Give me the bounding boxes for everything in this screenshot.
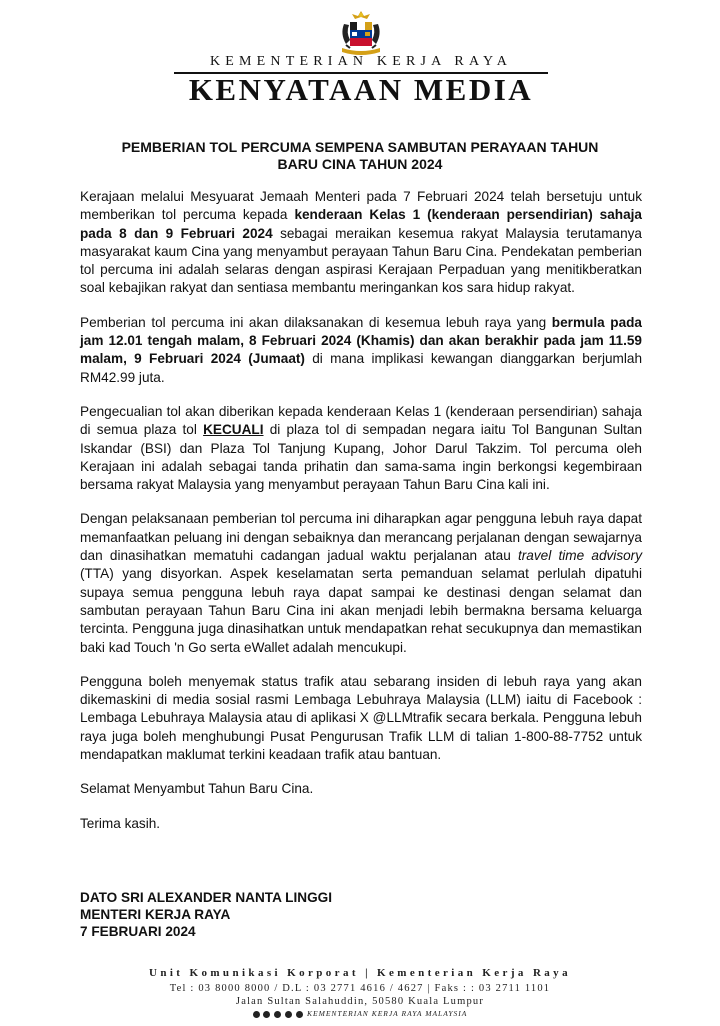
paragraph-7: Terima kasih. [80,815,161,831]
paragraph-3-underlined: KECUALI [203,422,264,438]
footer-social [250,1009,470,1018]
paragraph-1 [80,188,642,298]
paragraph-6: Selamat Menyambut Tahun Baru Cina. [80,781,314,797]
headline-line-2: BARU CINA TAHUN 2024 [277,156,443,172]
tiktok-icon [296,1011,303,1018]
statement-body [80,188,642,849]
footer-address: Jalan Sultan Salahuddin, 50580 Kuala Lumpur [235,996,485,1007]
statement-date: 7 FEBRUARI 2024 [80,924,196,939]
paragraph-2 [80,314,642,387]
signatory-position: MENTERI KERJA RAYA [80,907,231,922]
paragraph-1-bold: kenderaan Kelas 1 (kenderaan persendirian) sahaja pada 8 dan 9 Februari 2024 [80,207,642,241]
paragraph-1-text-a: Kerajaan melalui Mesyuarat Jemaah Menteri pada 7 Februari 2024 telah bersetuju untuk memberikan tol percuma kepada [80,189,642,223]
paragraph-2-text-b: di mana implikasi kewangan dianggarkan berjumlah RM42.99 juta. [80,351,642,385]
paragraph-4-italic: travel time advisory [518,548,642,564]
youtube-icon [274,1011,281,1018]
facebook-icon [253,1011,260,1018]
headline [96,139,624,173]
footer-contact: Tel : 03 8000 8000 / D.L : 03 2771 4616 / 4627 | Faks : : 03 2711 1101 [169,983,551,994]
paragraph-3 [80,403,642,494]
footer-social-handle: KEMENTERIAN KERJA RAYA MALAYSIA [306,1009,468,1018]
paragraph-4-text-a: Dengan pelaksanaan pemberian tol percuma ini diharapkan agar pengguna lebuh raya dapat memanfaatkan peluang ini dengan sebaiknya dan merancang perjalanan dengan sewajarnya dan dinasihatkan mematuhi cadangan jadual waktu perjalanan atau [80,511,642,564]
paragraph-3-text-b: di plaza tol di sempadan negara iaitu Tol Bangunan Sultan Iskandar (BSI) dan Plaza Tol Tanjung Kupang, Johor Darul Takzim. Tol percuma oleh Kerajaan ini adalah sebagai tanda prihatin dan sama-sama ingin berkongsi kegembiraan bersama rakyat Malaysia yang menyambut perayaan Tahun Baru Cina kali ini. [80,422,643,493]
paragraph-5: Pengguna boleh menyemak status trafik atau sebarang insiden di lebuh raya yang akan dikemaskini di media sosial rasmi Lembaga Lebuhraya Malaysia (LLM) iaitu di Facebook : Lembaga Lebuhraya Malaysia atau di aplikasi X @LLMtrafik secara berkala. Pengguna lebuh raya juga boleh menghubungi Pusat Pengurusan Trafik LLM di talian 1-800-88-7752 untuk mendapatkan maklumat terkini keadaan trafik atau bantuan. [80,673,642,763]
footer-unit: Unit Komunikasi Korporat | Kementerian Kerja Raya [148,967,571,979]
paragraph-2-text-a: Pemberian tol percuma ini akan dilaksanakan di kesemua lebuh raya yang [80,314,552,330]
document-title: KENYATAAN MEDIA [188,72,534,107]
paragraph-3-text-a: Pengecualian tol akan diberikan kepada kenderaan Kelas 1 (kenderaan persendirian) sahaja di semua plaza tol [80,403,642,438]
signature-block [80,889,480,940]
paragraph-2-bold: bermula pada jam 12.01 tengah malam, 8 Februari 2024 (Khamis) dan akan berakhir pada jam 11.59 malam, 9 Februari 2024 (Jumaat) [80,314,642,367]
paragraph-4-text-b: (TTA) yang disyorkan. Aspek keselamatan serta pemanduan selamat perlulah dipatuhi supaya semua pengguna lebuh raya dapat sampai ke destinasi dengan selamat dan sambutan perayaan Tahun Baru Cina ini akan menjadi lebih bermakna bersama keluarga tercinta. Pengguna juga dinasihatkan untuk mendapatkan rehat secukupnya dan memastikan baki kad Touch 'n Go serta eWallet adalah mencukupi. [80,566,642,655]
paragraph-1-text-b: sebagai meraikan kesemua rakyat Malaysia terutamanya masyarakat kaum Cina yang menyambut perayaan Tahun Baru Cina. Pendekatan pemberian tol percuma ini adalah selaras dengan aspirasi Kerajaan Perpaduan yang menitikberatkan soal kebajikan rakyat dan sentiasa membantu meringankan kos sara hidup rakyat. [80,225,642,296]
signatory-name: DATO SRI ALEXANDER NANTA LINGGI [80,890,332,905]
headline-line-1: PEMBERIAN TOL PERCUMA SEMPENA SAMBUTAN PERAYAAN TAHUN [121,139,599,155]
instagram-icon [263,1011,270,1018]
ministry-name: KEMENTERIAN KERJA RAYA [209,54,513,69]
coat-of-arms-icon [336,10,386,58]
x-icon [285,1011,292,1018]
paragraph-4 [80,510,642,656]
